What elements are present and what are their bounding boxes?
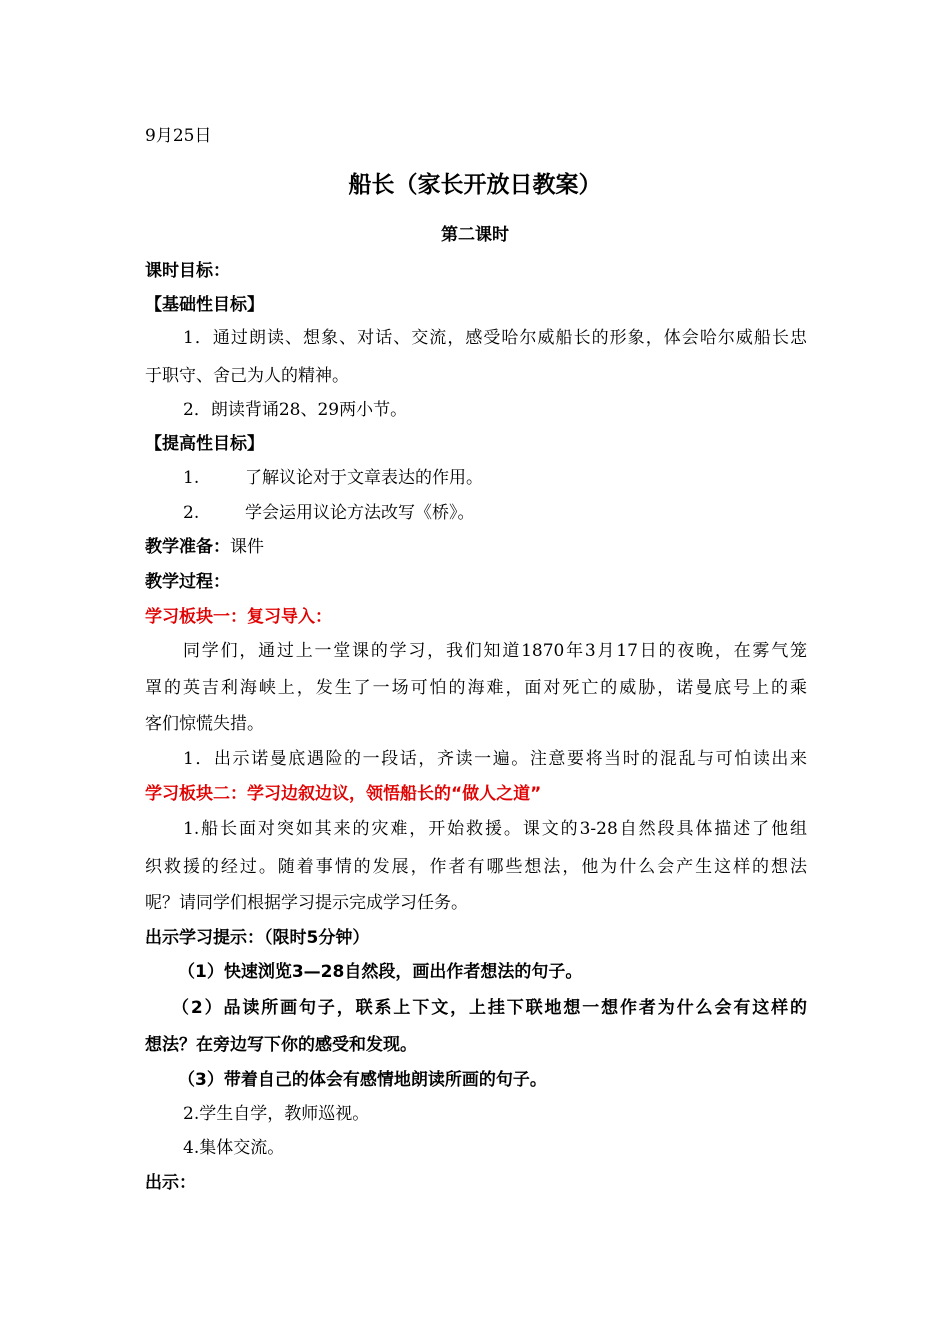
show-label: 出示： xyxy=(145,1173,196,1193)
teaching-prep-value: 课件 xyxy=(230,537,264,557)
learning-hint-2-cont: 想法？在旁边写下你的感受和发现。 xyxy=(145,1035,417,1055)
module-2-para-line-3: 呢？请同学们根据学习提示完成学习任务。 xyxy=(145,893,468,913)
advanced-objective-1-num: 1. xyxy=(183,468,200,488)
learning-hint-heading: 出示学习提示：（限时5分钟） xyxy=(145,928,370,948)
basic-objective-2: 2．朗读背诵28、29两小节。 xyxy=(183,400,408,420)
teaching-prep xyxy=(145,535,810,559)
basic-objectives-heading: 【基础性目标】 xyxy=(145,295,264,315)
step-group-exchange: 4.集体交流。 xyxy=(183,1138,285,1158)
module-2-para-line-1: 1.船长面对突如其来的灾难，开始救援。课文的3-28自然段具体描述了他组 xyxy=(183,819,807,839)
lesson-subtitle: 第二课时 xyxy=(441,225,509,245)
basic-objective-1: 1．通过朗读、想象、对话、交流，感受哈尔威船长的形象，体会哈尔威船长忠 xyxy=(183,328,807,348)
module-1-para-line-1: 同学们，通过上一堂课的学习，我们知道1870年3月17日的夜晚，在雾气笼 xyxy=(183,641,807,661)
module-2-para-line-2: 织救援的经过。随着事情的发展，作者有哪些想法，他为什么会产生这样的想法 xyxy=(145,857,807,877)
advanced-objective-2-num: 2. xyxy=(183,503,200,523)
advanced-objective-2-text: 学会运用议论方法改写《桥》。 xyxy=(245,503,475,523)
advanced-objectives-heading: 【提高性目标】 xyxy=(145,434,264,454)
advanced-objective-1-text: 了解议论对于文章表达的作用。 xyxy=(245,468,483,488)
objectives-label: 课时目标： xyxy=(145,261,230,281)
module-2-heading: 学习板块二：学习边叙边议，领悟船长的“做人之道” xyxy=(145,784,542,804)
teaching-process-label: 教学过程： xyxy=(145,572,230,592)
module-1-para-line-3: 客们惊慌失措。 xyxy=(145,714,264,734)
advanced-objective-2 xyxy=(183,501,848,525)
module-1-step-1: 1．出示诺曼底遇险的一段话，齐读一遍。注意要将当时的混乱与可怕读出来 xyxy=(183,749,807,769)
date-line: 9月25日 xyxy=(145,126,212,146)
basic-objective-1-cont: 于职守、舍己为人的精神。 xyxy=(145,366,349,386)
step-self-study: 2.学生自学，教师巡视。 xyxy=(183,1104,370,1124)
learning-hint-3: （3）带着自己的体会有感情地朗读所画的句子。 xyxy=(178,1070,547,1090)
document-title: 船长（家长开放日教案） xyxy=(348,172,602,198)
advanced-objective-1 xyxy=(183,466,848,490)
learning-hint-2: （2）品读所画句子，联系上下文，上挂下联地想一想作者为什么会有这样的 xyxy=(172,998,807,1018)
module-1-heading: 学习板块一：复习导入： xyxy=(145,607,332,627)
module-1-para-line-2: 罩的英吉利海峡上，发生了一场可怕的海难，面对死亡的威胁，诺曼底号上的乘 xyxy=(145,678,807,698)
learning-hint-1: （1）快速浏览3—28自然段，画出作者想法的句子。 xyxy=(178,962,583,982)
teaching-prep-label: 教学准备： xyxy=(145,537,230,557)
